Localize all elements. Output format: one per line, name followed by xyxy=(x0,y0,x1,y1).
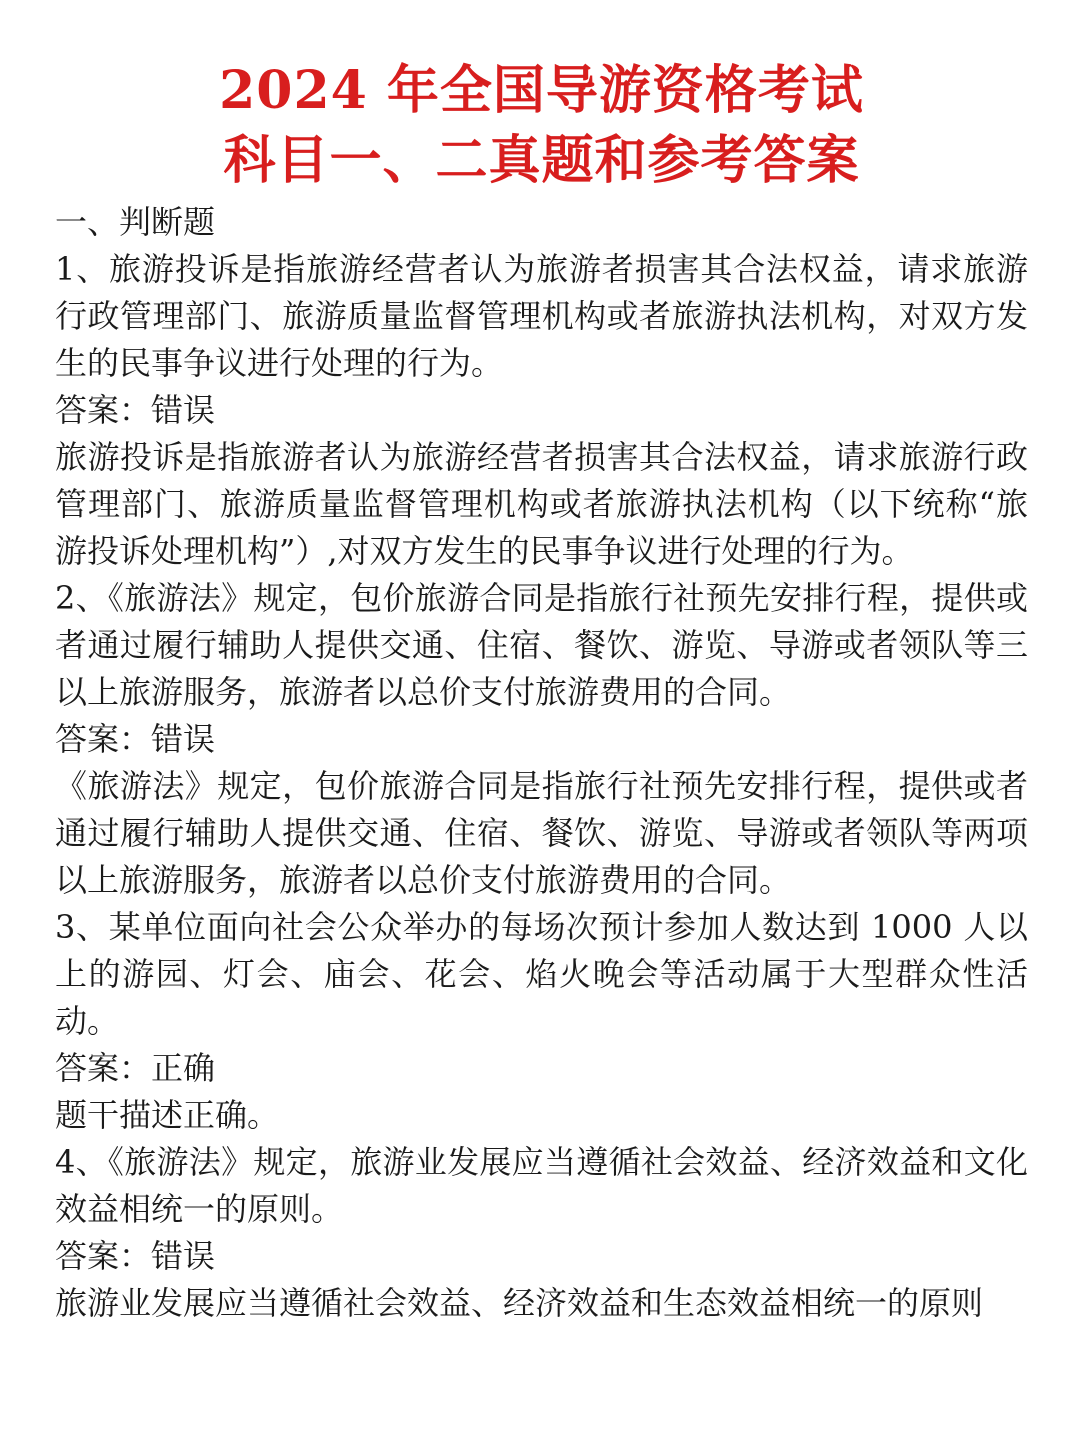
question-item-4 xyxy=(55,1139,1028,1327)
explanation-text: 《旅游法》规定，包价旅游合同是指旅行社预先安排行程，提供或者通过履行辅助人提供交通、住宿、餐饮、游览、导游或者领队等两项以上旅游服务，旅游者以总价支付旅游费用的合同。 xyxy=(55,767,1028,899)
document-body xyxy=(55,199,1028,1327)
question-item-3 xyxy=(55,904,1028,1139)
title-line-2: 科目一、二真题和参考答案 xyxy=(223,130,860,191)
question-item-2 xyxy=(55,575,1028,904)
answer-text: 答案：错误 xyxy=(55,1237,216,1275)
explanation-text: 旅游业发展应当遵循社会效益、经济效益和生态效益相统一的原则 xyxy=(55,1284,984,1322)
explanation-text: 题干描述正确。 xyxy=(55,1096,280,1134)
explanation-text: 旅游投诉是指旅游者认为旅游经营者损害其合法权益，请求旅游行政管理部门、旅游质量监督管理机构或者旅游执法机构（以下统称“旅游投诉处理机构”）,对双方发生的民事争议进行处理的行为。 xyxy=(55,438,1028,570)
question-item-1 xyxy=(55,246,1028,575)
question-text: 4、《旅游法》规定，旅游业发展应当遵循社会效益、经济效益和文化效益相统一的原则。 xyxy=(55,1143,1028,1228)
question-text: 1、旅游投诉是指旅游经营者认为旅游者损害其合法权益，请求旅游行政管理部门、旅游质量监督管理机构或者旅游执法机构，对双方发生的民事争议进行处理的行为。 xyxy=(55,250,1028,382)
question-text: 3、某单位面向社会公众举办的每场次预计参加人数达到 1000 人以上的游园、灯会、庙会、花会、焰火晚会等活动属于大型群众性活动。 xyxy=(55,908,1028,1040)
answer-text: 答案：错误 xyxy=(55,720,216,758)
document-title xyxy=(55,56,1028,196)
answer-text: 答案：正确 xyxy=(55,1049,216,1087)
answer-text: 答案：错误 xyxy=(55,391,216,429)
title-line-1: 2024 年全国导游资格考试 xyxy=(219,60,864,121)
section-heading: 一、判断题 xyxy=(55,203,216,241)
question-text: 2、《旅游法》规定，包价旅游合同是指旅行社预先安排行程，提供或者通过履行辅助人提供交通、住宿、餐饮、游览、导游或者领队等三以上旅游服务，旅游者以总价支付旅游费用的合同。 xyxy=(55,579,1028,711)
